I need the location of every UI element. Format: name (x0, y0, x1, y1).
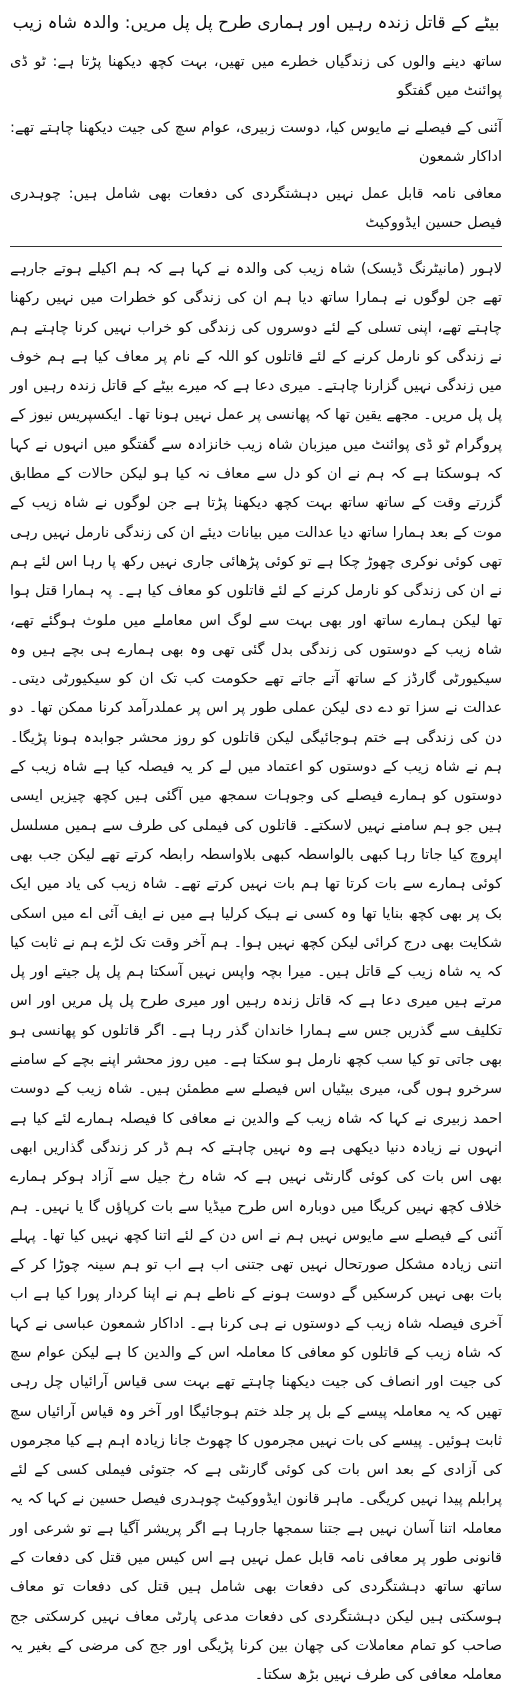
article-body: لاہور (مانیٹرنگ ڈیسک) شاہ زیب کی والدہ نے کہا ہے کہ ہم اکیلے ہوتے جارہے تھے جن لوگوں نے ہمارا ساتھ دیا ہم ان کی زندگی کو خطرات میں نہیں رکھنا چاہتے تھے، اپنی تسلی کے لئے دوسروں کی زندگی کو خراب نہیں کرنا چاہتے ہم نے زندگی کو نارمل کرنے کے لئے قاتلوں کو اللہ کے نام پر معاف کیا ہے ہم خوف میں زندگی نہیں گزارنا چاہتے۔ میری دعا ہے کہ میرے بیٹے کے قاتل زندہ رہیں اور پل پل مریں۔ مجھے یقین تھا کہ پھانسی پر عمل نہیں ہونا تھا۔ ایکسپریس نیوز کے پروگرام ٹو ڈی پوائنٹ میں میزبان شاہ زیب خانزادہ سے گفتگو میں انہوں نے کہا کہ ہوسکتا ہے کہ ہم نے ان کو دل سے معاف نہ کیا ہو لیکن حالات کے مطابق گزرتے وقت کے ساتھ ساتھ بہت کچھ دیکھنا پڑتا ہے جن لوگوں نے شاہ زیب کے موت کے بعد ہمارا ساتھ دیا عدالت میں بیانات دیئے ان کی زندگی نارمل نہیں رہی تھی کوئی نوکری چھوڑ چکا ہے تو کوئی پڑھائی جاری نہیں رکھ پا رہا اس لئے ہم نے ان کی زندگی کو نارمل کرنے کے لئے قاتلوں کو معاف کیا ہے۔ پہ ہمارا قتل ہوا تھا لیکن ہمارے ساتھ اور بھی بہت سے لوگ اس معاملے میں ملوث ہوگئے تھے، شاہ زیب کے دوستوں کی زندگی بدل گئی تھی وہ بھی ہمارے ہی بچے ہیں وہ سیکیورٹی گارڈز کے ساتھ آتے جاتے تھے حکومت کب تک ان کو سیکیورٹی دیتی۔ عدالت نے سزا تو دے دی لیکن عملی طور پر اس پر عملدرآمد کرنا ممکن تھا۔ دو دن کی زندگی ہے ختم ہوجائیگی لیکن قاتلوں کو روز محشر جوابدہ ہونا پڑیگا۔ ہم نے شاہ زیب کے دوستوں کو اعتماد میں لے کر یہ فیصلہ کیا ہے شاہ زیب کے دوستوں کو ہمارے فیصلے کی وجوہات سمجھ میں آگئی ہیں کچھ چیزیں ایسی ہیں جو ہم سامنے نہیں لاسکتے۔ قاتلوں کی فیملی کی طرف سے ہمیں مسلسل اپروچ کیا جاتا رہا کبھی بالواسطہ کبھی بلاواسطہ رابطہ کرتے تھے لیکن جب بھی کوئی ہمارے سے بات کرتا تھا ہم بات نہیں کرتے تھے۔ شاہ زیب کی یاد میں ایک بک پر بھی کچھ بنایا تھا وہ کسی نے ہیک کرلیا ہے میں نے ایف آئی اے میں اسکی شکایت بھی درج کرائی لیکن کچھ نہیں ہوا۔ ہم آخر وقت تک لڑے ہم نے ثابت کیا کہ یہ شاہ زیب کے قاتل ہیں۔ میرا بچہ واپس نہیں آسکتا ہم پل پل جیتے اور پل مرتے ہیں میری دعا ہے کہ قاتل زندہ رہیں اور میری طرح پل پل مریں اور اس تکلیف سے گذریں جس سے ہمارا خاندان گذر رہا ہے۔ اگر قاتلوں کو پھانسی ہو بھی جاتی تو کیا سب کچھ نارمل ہو سکتا ہے۔ میں روز محشر اپنے بچے کے سامنے سرخرو ہوں گی، میری بیٹیاں اس فیصلے سے مطمئن ہیں۔ شاہ زیب کے دوست احمد زبیری نے کہا کہ شاہ زیب کے والدین نے معافی کا فیصلہ ہمارے لئے کیا ہے انہوں نے زیادہ دنیا دیکھی ہے وہ نہیں چاہتے کہ ہم ڈر کر زندگی گذاریں ابھی بھی اس بات کی کوئی گارنٹی نہیں ہے کہ شاہ رخ جیل سے آزاد ہوکر ہمارے خلاف کچھ نہیں کریگا میں دوبارہ اس طرح میڈیا سے بات کرپاؤں گا یا نہیں۔ ہم آئنی کے فیصلے سے مایوس نہیں ہم نے اس دن کے لئے اتنا کچھ نہیں کیا تھا۔ پہلے اتنی زیادہ مشکل صورتحال نہیں تھی جتنی اب ہے اب تو ہم سینہ چوڑا کر کے بات بھی نہیں کرسکیں گے دوست ہونے کے ناطے ہم نے اپنا کردار پورا کیا ہے اب آخری فیصلہ شاہ زیب کے دوستوں نے ہی کرنا ہے۔ اداکار شمعون عباسی نے کہا کہ شاہ زیب کے قاتلوں کو معافی کا معاملہ اس کے والدین کا ہے لیکن عوام سچ کی جیت اور انصاف کی جیت دیکھنا چاہتے تھے بہت سی قیاس آرائیاں چل رہی تھیں کہ یہ معاملہ پیسے کے بل پر جلد ختم ہوجائیگا اور آخر وہ قیاس آرائیاں سچ ثابت ہوئیں۔ پیسے کی بات نہیں مجرموں کا چھوٹ جانا زیادہ اہم ہے کیا مجرموں کی آزادی کے بعد اس بات کی کوئی گارنٹی ہے کہ جتوئی فیملی کسی کے لئے پرابلم پیدا نہیں کریگی۔ ماہر قانون ایڈووکیٹ چوہدری فیصل حسین نے کہا کہ یہ معاملہ اتنا آسان نہیں ہے جتنا سمجھا جارہا ہے اگر پریشر آگیا ہے تو شرعی اور قانونی طور پر معافی نامہ قابل عمل نہیں ہے اس کیس میں قتل کی دفعات کے ساتھ ساتھ دہشتگردی کی دفعات بھی شامل ہیں قتل کی دفعات تو معاف ہوسکتی ہیں لیکن دہشتگردی کی دفعات مدعی پارٹی معاف نہیں کرسکتی جج صاحب کو تمام معاملات کی چھان بین کرنا پڑیگی اور جج کی مرضی کے بغیر یہ معاملہ معافی کی طرف نہیں بڑھ سکتا۔ (10, 261, 502, 1684)
article-headline: بیٹے کے قاتل زندہ رہیں اور ہماری طرح پل پل مریں: والدہ شاہ زیب (12, 13, 500, 33)
divider (10, 246, 502, 247)
article-subhead-3: معافی نامہ قابل عمل نہیں دہشتگردی کی دفعات بھی شامل ہیں: چوہدری فیصل حسین ایڈووکیٹ (10, 186, 502, 231)
article-subhead-2: آئنی کے فیصلے نے مایوس کیا، دوست زبیری، عوام سچ کی جیت دیکھنا چاہتے تھے: اداکار شمعون (10, 120, 502, 165)
article-subhead-1: ساتھ دینے والوں کی زندگیاں خطرے میں تھیں، بہت کچھ دیکھنا پڑتا ہے: ٹو ڈی پوائنٹ میں گفتگو (10, 54, 502, 99)
